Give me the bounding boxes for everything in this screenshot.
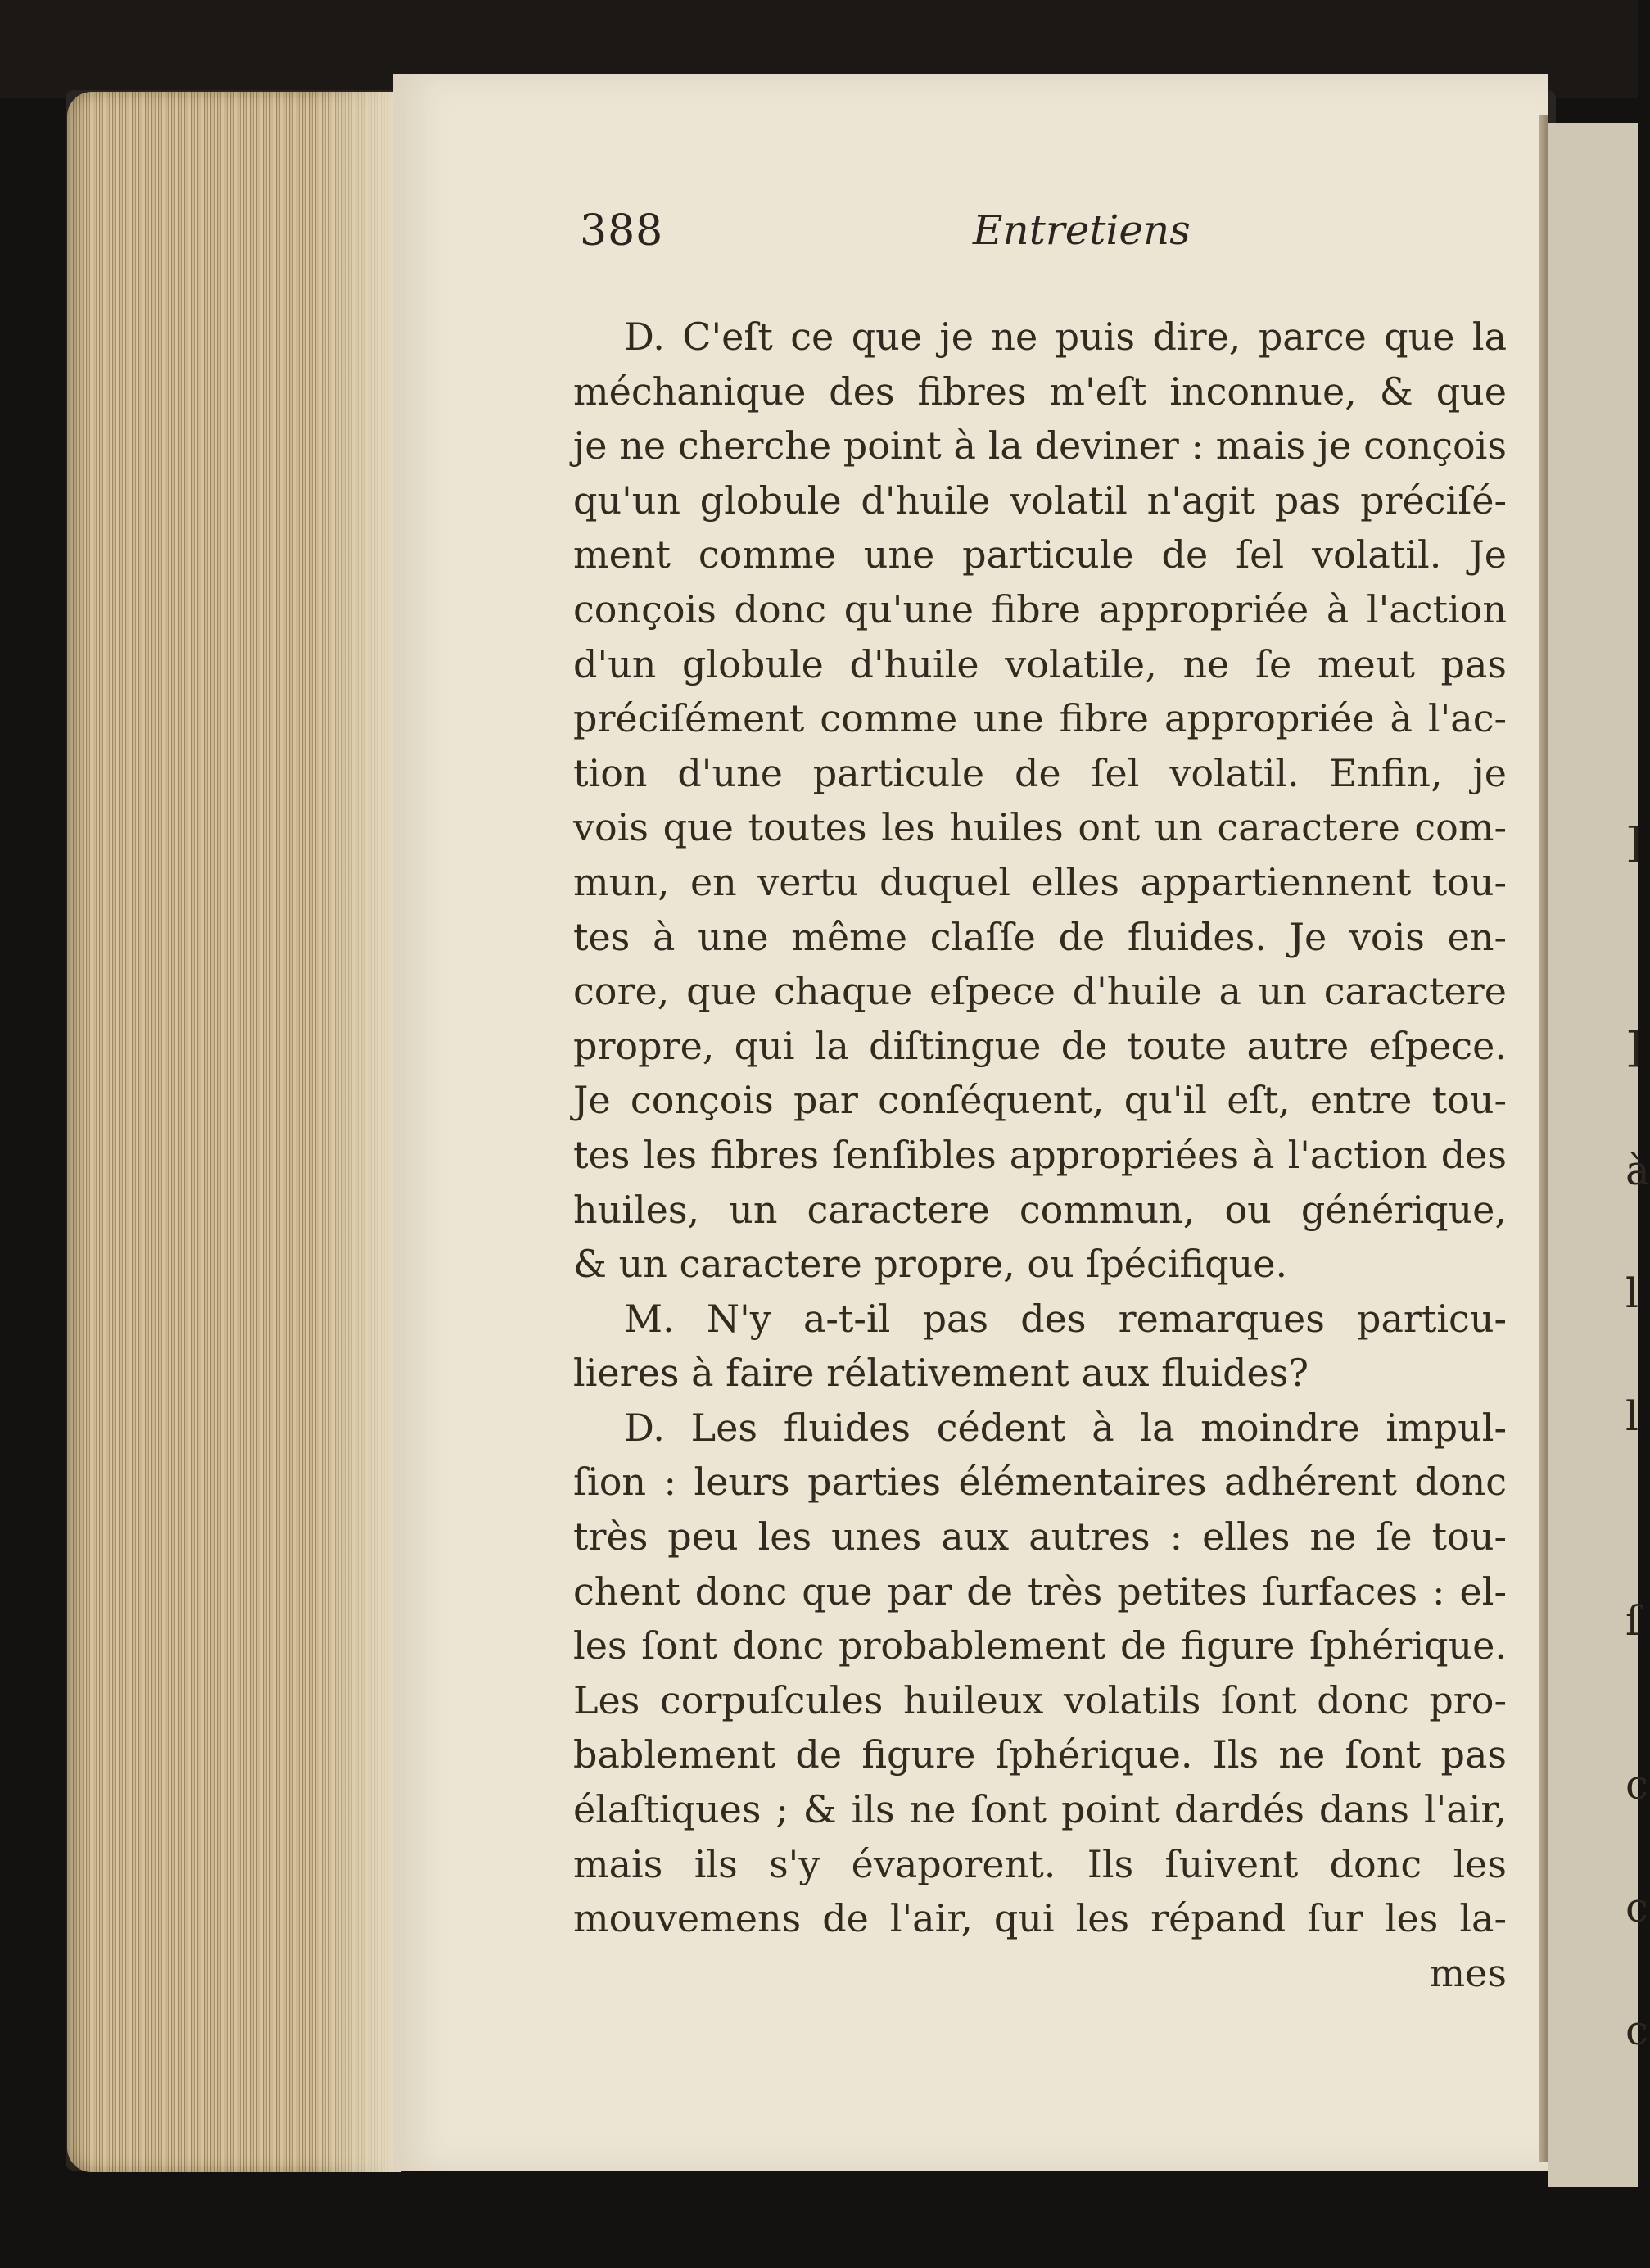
text-line: lieres à faire rélativement aux fluides? xyxy=(573,1351,1309,1396)
text-line: tes à une même claſſe de fluides. Je vois en- xyxy=(573,914,1507,959)
page-number: 388 xyxy=(580,206,664,256)
page-edges-fade xyxy=(311,92,401,2172)
book-gutter xyxy=(1539,115,1548,2162)
text-line: d'un globule d'huile volatile, ne ſe meut pas xyxy=(573,641,1507,686)
text-line: tion d'une particule de ſel volatil. Enfin, je xyxy=(573,750,1507,795)
text-line: ſion : leurs parties élémentaires adhérent donc xyxy=(573,1460,1507,1505)
text-line: propre, qui la diſtingue de toute autre eſpece. xyxy=(573,1023,1507,1068)
fragment: ] xyxy=(1625,1024,1642,1071)
text-line: M. N'y a-t-il pas des remarques particu- xyxy=(624,1296,1507,1341)
text-line: bablement de figure ſphérique. Ils ne ſont pas xyxy=(573,1732,1507,1777)
catchword: mes xyxy=(1429,1950,1507,1995)
text-line: les ſont donc probablement de figure ſphérique. xyxy=(573,1623,1507,1668)
text-line: chent donc que par de très petites ſurfaces : el- xyxy=(573,1569,1507,1614)
text-line: qu'un globule d'huile volatil n'agit pas préciſé- xyxy=(573,478,1507,523)
text-line: mais ils s'y évaporent. Ils ſuivent donc les xyxy=(573,1841,1507,1886)
text-line: mun, en vertu duquel elles appartiennent tou- xyxy=(573,859,1507,904)
fragment: c xyxy=(1625,1761,1649,1809)
text-line: D. Les fluides cédent à la moindre impul- xyxy=(624,1405,1507,1450)
fragment: à xyxy=(1625,1147,1650,1194)
text-line: préciſément comme une fibre appropriée à l'ac- xyxy=(573,696,1507,741)
text-line: D. C'eſt ce que je ne puis dire, parce que la xyxy=(624,315,1507,359)
text-line: ment comme une particule de ſel volatil. Je xyxy=(573,532,1507,577)
text-line: huiles, un caractere commun, ou générique, xyxy=(573,1187,1507,1232)
text-line: vois que toutes les huiles ont un caractere com- xyxy=(573,805,1507,850)
text-line: Je conçois par conſéquent, qu'il eſt, entre tou- xyxy=(573,1078,1507,1123)
text-line: & un caractere propre, ou ſpécifique. xyxy=(573,1242,1288,1287)
fragment: ] xyxy=(1625,819,1642,867)
fragment: c xyxy=(1625,2007,1649,2054)
fragment: l xyxy=(1625,1270,1639,1317)
page-header xyxy=(580,206,1448,272)
text-line: core, que chaque eſpece d'huile a un caractere xyxy=(573,969,1507,1014)
text-line: je ne cherche point à la deviner : mais je conçois xyxy=(573,423,1507,469)
running-title: Entretiens xyxy=(973,206,1191,254)
text-line: élaſtiques ; & ils ne ſont point dardés dans l'air, xyxy=(573,1787,1507,1832)
text-line: conçois donc qu'une fibre appropriée à l'action xyxy=(573,586,1507,632)
text-line: très peu les unes aux autres : elles ne ſe tou- xyxy=(573,1514,1507,1560)
right-page-edge xyxy=(1548,123,1650,2187)
fragment: c xyxy=(1625,1884,1649,1931)
text-line: tes les fibres ſenſibles appropriées à l'action des xyxy=(573,1132,1507,1177)
text-line: mouvemens de l'air, qui les répand ſur les la- xyxy=(573,1896,1507,1941)
body-text xyxy=(573,310,1507,2000)
fragment: l xyxy=(1625,1392,1639,1440)
text-line: Les corpuſcules huileux volatils ſont donc pro- xyxy=(573,1677,1507,1723)
text-line: méchanique des fibres m'eſt inconnue, & que xyxy=(573,369,1507,414)
fragment: ſ xyxy=(1625,1597,1641,1645)
